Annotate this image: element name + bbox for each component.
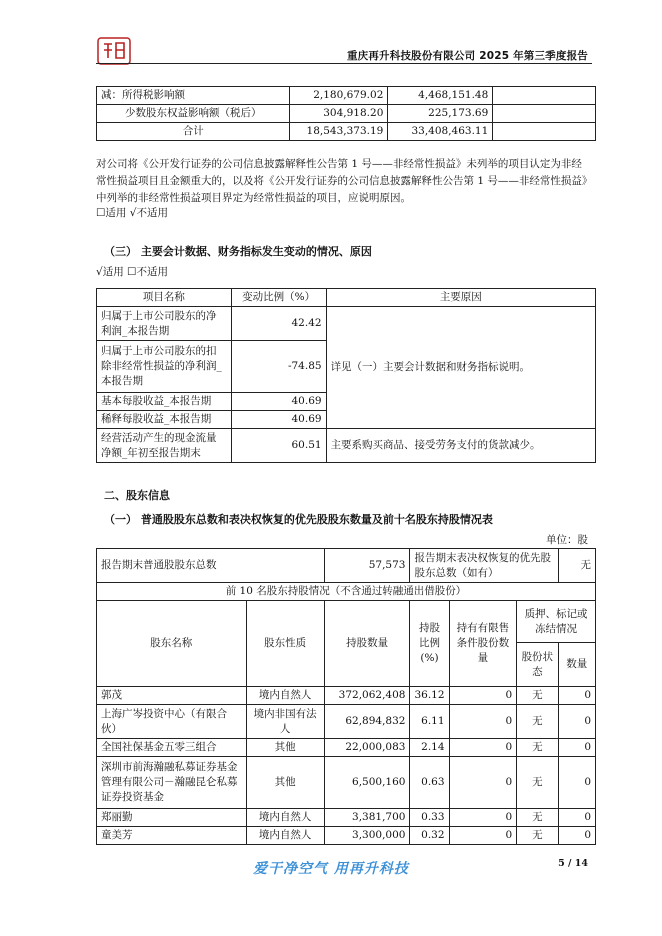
- explanation-paragraph: 对公司将《公开发行证券的公司信息披露解释性公告第 1 号——非经常性损益》未列举的项目认定为非经常性损益项目且金额重大的，以及将《公开发行证券的公司信息披露解释性公告第 1 号——非经常性损益》中列举的非经常性损益项目界定为经常性损益的项目，应说明原因。: [96, 158, 588, 204]
- table-row: [97, 705, 596, 739]
- section-heading: （三） 主要会计数据、财务指标发生变动的情况、原因: [104, 245, 372, 258]
- holder-name: 童美芳: [97, 827, 247, 845]
- header-ratio: 持股比例(%): [410, 601, 449, 687]
- holder-ratio: 0.63: [410, 757, 449, 809]
- pledge-qty: 0: [558, 827, 596, 845]
- page-number: 5 / 14: [558, 858, 588, 869]
- holder-shares: 372,062,408: [324, 687, 410, 705]
- preferred-holders-value: 无: [558, 549, 596, 583]
- holder-name: 郑丽勤: [97, 809, 247, 827]
- applicability-check: √适用 ☐不适用: [96, 266, 168, 278]
- item-name: 基本每股收益_本报告期: [97, 393, 232, 411]
- holder-restricted: 0: [449, 827, 517, 845]
- pledge-status: 无: [517, 687, 558, 705]
- item-name: 归属于上市公司股东的净利润_本报告期: [97, 307, 232, 341]
- table-header-row: [97, 289, 596, 307]
- table-row: [97, 827, 596, 845]
- header-divider: [96, 63, 592, 64]
- table-row: [97, 307, 596, 341]
- table-header-row: [97, 601, 596, 643]
- top10-caption: 前 10 名股东持股情况（不含通过转融通出借股份）: [97, 583, 596, 601]
- table-row: [97, 757, 596, 809]
- reason-merged: 详见（一）主要会计数据和财务指标说明。: [326, 307, 595, 429]
- holder-ratio: 2.14: [410, 739, 449, 757]
- header-pledge: 质押、标记或冻结情况: [517, 601, 596, 643]
- holder-ratio: 0.33: [410, 809, 449, 827]
- holder-nature: 其他: [246, 757, 324, 809]
- holder-shares: 62,894,832: [324, 705, 410, 739]
- holder-nature: 境内自然人: [246, 687, 324, 705]
- changes-table: [96, 288, 596, 463]
- table-row: [97, 123, 596, 141]
- unit-label: 单位：股: [546, 534, 588, 546]
- pledge-status: 无: [517, 705, 558, 739]
- holder-restricted: 0: [449, 757, 517, 809]
- holder-ratio: 0.32: [410, 827, 449, 845]
- holder-name: 深圳市前海瀚融私募证券基金管理有限公司－瀚融昆仑私募证券投资基金: [97, 757, 247, 809]
- holder-shares: 3,300,000: [324, 827, 410, 845]
- holder-shares: 6,500,160: [324, 757, 410, 809]
- row-note: [493, 123, 596, 141]
- table-row: [97, 739, 596, 757]
- header-reason: 主要原因: [326, 289, 595, 307]
- row-value-period: 18,543,373.19: [290, 123, 388, 141]
- holder-shares: 22,000,083: [324, 739, 410, 757]
- pledge-qty: 0: [558, 687, 596, 705]
- summary-row: [97, 549, 596, 583]
- table-row: [97, 429, 596, 463]
- holder-nature: 境内非国有法人: [246, 705, 324, 739]
- holder-restricted: 0: [449, 809, 517, 827]
- change-ratio: 40.69: [231, 411, 326, 429]
- row-value-ytd: 225,173.69: [388, 105, 493, 123]
- table-row: [97, 87, 596, 105]
- header-holder-nature: 股东性质: [246, 601, 324, 687]
- holder-nature: 其他: [246, 739, 324, 757]
- table-row: [97, 687, 596, 705]
- section-heading: 二、股东信息: [104, 489, 170, 502]
- preferred-holders-label: 报告期末表决权恢复的优先股股东总数（如有）: [410, 549, 558, 583]
- company-seal-logo-icon: [96, 36, 132, 66]
- header-holder-name: 股东名称: [97, 601, 247, 687]
- row-label: 合计: [97, 123, 290, 141]
- caption-row: [97, 583, 596, 601]
- applicability-check: ☐适用 √不适用: [96, 207, 168, 219]
- total-holders-value: 57,573: [324, 549, 410, 583]
- header-item-name: 项目名称: [97, 289, 232, 307]
- pledge-status: 无: [517, 809, 558, 827]
- pledge-qty: 0: [558, 705, 596, 739]
- holder-ratio: 6.11: [410, 705, 449, 739]
- holder-name: 郭茂: [97, 687, 247, 705]
- change-ratio: -74.85: [231, 341, 326, 393]
- pledge-status: 无: [517, 757, 558, 809]
- holder-restricted: 0: [449, 705, 517, 739]
- subsection-heading: （一） 普通股股东总数和表决权恢复的优先股股东数量及前十名股东持股情况表: [104, 513, 493, 526]
- header-pledge-qty: 数量: [558, 643, 596, 687]
- row-value-ytd: 4,468,151.48: [388, 87, 493, 105]
- pledge-status: 无: [517, 739, 558, 757]
- pledge-status: 无: [517, 827, 558, 845]
- header-shares: 持股数量: [324, 601, 410, 687]
- holder-nature: 境内自然人: [246, 809, 324, 827]
- holder-restricted: 0: [449, 687, 517, 705]
- table-row: [97, 809, 596, 827]
- footer-slogan: 爱干净空气 用再升科技: [253, 861, 409, 877]
- change-ratio: 40.69: [231, 393, 326, 411]
- report-header-title: 重庆再升科技股份有限公司 2025 年第三季度报告: [346, 50, 588, 62]
- row-label: 减：所得税影响额: [97, 87, 290, 105]
- header-pledge-status: 股份状态: [517, 643, 558, 687]
- holder-ratio: 36.12: [410, 687, 449, 705]
- non-recurring-gains-table: [96, 86, 596, 141]
- pledge-qty: 0: [558, 757, 596, 809]
- table-row: [97, 105, 596, 123]
- change-ratio: 60.51: [231, 429, 326, 463]
- row-note: [493, 87, 596, 105]
- holder-shares: 3,381,700: [324, 809, 410, 827]
- pledge-qty: 0: [558, 739, 596, 757]
- shareholders-table: [96, 548, 596, 845]
- row-value-ytd: 33,408,463.11: [388, 123, 493, 141]
- row-value-period: 304,918.20: [290, 105, 388, 123]
- item-name: 经营活动产生的现金流量净额_年初至报告期末: [97, 429, 232, 463]
- holder-nature: 境内自然人: [246, 827, 324, 845]
- row-label: 少数股东权益影响额（税后）: [97, 105, 290, 123]
- header-change-ratio: 变动比例（%）: [231, 289, 326, 307]
- reason-text: 主要系购买商品、接受劳务支付的货款减少。: [326, 429, 595, 463]
- change-ratio: 42.42: [231, 307, 326, 341]
- header-restricted: 持有有限售条件股份数量: [449, 601, 517, 687]
- row-note: [493, 105, 596, 123]
- item-name: 归属于上市公司股东的扣除非经常性损益的净利润_本报告期: [97, 341, 232, 393]
- holder-name: 上海广岑投资中心（有限合伙）: [97, 705, 247, 739]
- holder-restricted: 0: [449, 739, 517, 757]
- holder-name: 全国社保基金五零三组合: [97, 739, 247, 757]
- pledge-qty: 0: [558, 809, 596, 827]
- total-holders-label: 报告期末普通股股东总数: [97, 549, 325, 583]
- row-value-period: 2,180,679.02: [290, 87, 388, 105]
- item-name: 稀释每股收益_本报告期: [97, 411, 232, 429]
